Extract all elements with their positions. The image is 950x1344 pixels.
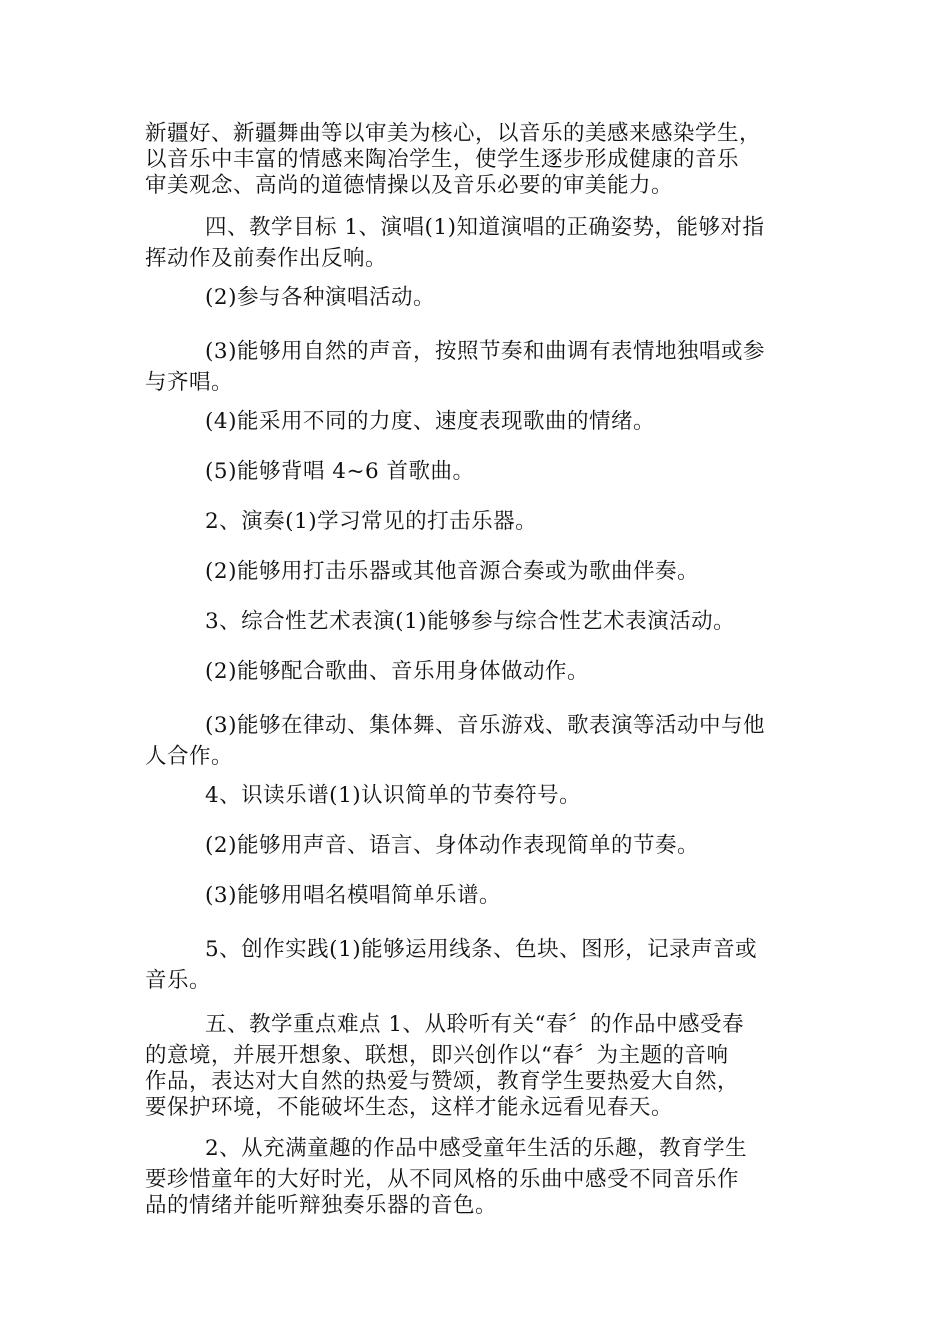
text-line: (2)能够用打击乐器或其他音源合奏或为歌曲伴奏。 xyxy=(205,559,699,584)
paragraph xyxy=(145,209,810,272)
text-line: 品的情绪并能听辩独奏乐器的音色。 xyxy=(145,1193,498,1218)
paragraph xyxy=(145,609,810,635)
text-line: 新疆好、新疆舞曲等以审美为核心，以音乐的美感来感染学生， xyxy=(145,121,762,146)
paragraph xyxy=(145,707,810,770)
text-line: (2)参与各种演唱活动。 xyxy=(205,285,435,310)
text-line: 要保护环境，不能破坏生态，这样才能永远看见春天。 xyxy=(145,1095,674,1120)
paragraph xyxy=(145,783,810,809)
text-line: 要珍惜童年的大好时光，从不同风格的乐曲中感受不同音乐作 xyxy=(145,1167,740,1192)
text-line: 人合作。 xyxy=(145,744,234,769)
text-line: 2、从充满童趣的作品中感受童年生活的乐趣，教育学生 xyxy=(205,1136,748,1161)
paragraph xyxy=(145,1130,810,1219)
paragraph xyxy=(145,1006,810,1121)
text-line: 2、演奏(1)学习常见的打击乐器。 xyxy=(205,509,538,534)
text-line: 5、创作实践(1)能够运用线条、色块、图形，记录声音或 xyxy=(205,937,758,962)
text-line: (4)能采用不同的力度、速度表现歌曲的情绪。 xyxy=(205,409,655,434)
text-line: 以音乐中丰富的情感来陶冶学生，使学生逐步形成健康的音乐 xyxy=(145,147,740,172)
text-line: 审美观念、高尚的道德情操以及音乐必要的审美能力。 xyxy=(145,173,674,198)
text-line: 3、综合性艺术表演(1)能够参与综合性艺术表演活动。 xyxy=(205,609,736,634)
text-line: (3)能够用唱名模唱简单乐谱。 xyxy=(205,883,501,908)
paragraph xyxy=(145,833,810,859)
text-line: 音乐。 xyxy=(145,968,212,993)
paragraph xyxy=(145,409,810,435)
text-line: (2)能够用声音、语言、身体动作表现简单的节奏。 xyxy=(205,833,699,858)
paragraph xyxy=(145,121,810,199)
paragraph xyxy=(145,659,810,685)
paragraph xyxy=(145,883,810,909)
paragraph xyxy=(145,559,810,585)
paragraph xyxy=(145,931,810,994)
text-line: (2)能够配合歌曲、音乐用身体做动作。 xyxy=(205,659,589,684)
text-line: 4、识读乐谱(1)认识简单的节奏符号。 xyxy=(205,783,582,808)
text-line: 的意境，并展开想象、联想，即兴创作以“春〞为主题的音响 xyxy=(145,1043,729,1068)
text-line: 四、教学目标 1、演唱(1)知道演唱的正确姿势，能够对指 xyxy=(205,215,765,240)
paragraph xyxy=(145,333,810,396)
text-line: (3)能够在律动、集体舞、音乐游戏、歌表演等活动中与他 xyxy=(205,713,765,738)
paragraph xyxy=(145,459,810,485)
text-line: 挥动作及前奏作出反响。 xyxy=(145,246,388,271)
text-line: (5)能够背唱 4~6 首歌曲。 xyxy=(205,459,475,484)
text-line: (3)能够用自然的声音，按照节奏和曲调有表情地独唱或参 xyxy=(205,339,765,364)
text-line: 与齐唱。 xyxy=(145,370,234,395)
text-line: 五、教学重点难点 1、从聆听有关“春〞的作品中感受春 xyxy=(205,1012,745,1037)
paragraph xyxy=(145,285,810,311)
paragraph xyxy=(145,509,810,535)
text-line: 作品，表达对大自然的热爱与赞颂，教育学生要热爱大自然， xyxy=(145,1069,740,1094)
